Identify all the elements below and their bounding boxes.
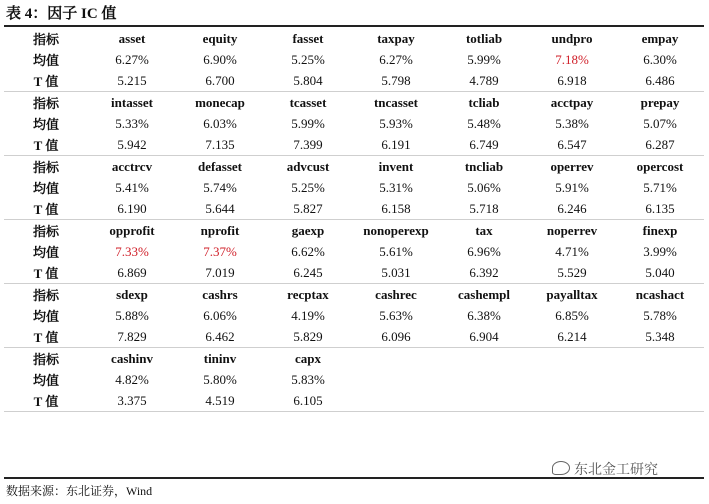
source-note: 数据来源：东北证券，Wind [6, 484, 153, 498]
mean-value: 6.85% [555, 307, 589, 323]
mean-value: 6.30% [643, 51, 677, 67]
t-value: 6.245 [264, 262, 352, 284]
factor-name: nprofit [176, 220, 264, 242]
t-value: 6.246 [528, 198, 616, 220]
factor-header-row [4, 156, 704, 178]
wechat-icon [552, 461, 570, 475]
t-value: 6.191 [352, 134, 440, 156]
mean-value: 5.91% [555, 179, 589, 195]
mean-value: 5.48% [467, 115, 501, 131]
mean-value: 5.38% [555, 115, 589, 131]
factor-header-row [4, 220, 704, 242]
mean-value: 5.80% [203, 371, 237, 387]
factor-name: cashinv [88, 348, 176, 370]
t-value-row [4, 70, 704, 92]
factor-name: advcust [264, 156, 352, 178]
mean-value: 5.41% [115, 179, 149, 195]
t-value [352, 390, 440, 412]
table-title: 表 4：因子 IC 值 [6, 6, 117, 22]
row-label: T 值 [4, 326, 88, 348]
mean-value: 6.96% [467, 243, 501, 259]
mean-value: 5.25% [291, 51, 325, 67]
row-label: 均值 [32, 309, 59, 324]
row-label: T 值 [4, 134, 88, 156]
t-value-row [4, 262, 704, 284]
factor-name: asset [118, 30, 146, 46]
t-value: 6.749 [440, 134, 528, 156]
t-value: 6.105 [264, 390, 352, 412]
mean-value: 6.03% [203, 115, 237, 131]
mean-value: 6.06% [203, 307, 237, 323]
factor-name: cashempl [440, 284, 528, 306]
mean-row [4, 113, 704, 134]
t-value: 5.040 [616, 262, 704, 284]
t-value-row [4, 390, 704, 412]
factor-name: cashrs [176, 284, 264, 306]
mean-value: 4.71% [555, 243, 589, 259]
row-label: T 值 [4, 198, 88, 220]
factor-name: acctpay [528, 92, 616, 114]
mean-value: 5.78% [643, 307, 677, 323]
t-value: 5.348 [616, 326, 704, 348]
t-value: 6.096 [352, 326, 440, 348]
mean-value [352, 369, 440, 390]
factor-name: capx [264, 348, 352, 370]
t-value: 4.789 [440, 70, 528, 92]
mean-value: 5.93% [379, 115, 413, 131]
t-value [440, 390, 528, 412]
t-value: 6.486 [616, 70, 704, 92]
mean-value: 6.27% [379, 51, 413, 67]
factor-name: tcliab [440, 92, 528, 114]
t-value: 5.804 [264, 70, 352, 92]
t-value: 7.399 [264, 134, 352, 156]
t-value: 6.547 [528, 134, 616, 156]
mean-value: 4.19% [291, 307, 325, 323]
factor-name: monecap [176, 92, 264, 114]
row-label: 均值 [32, 373, 59, 388]
mean-value: 5.31% [379, 179, 413, 195]
row-label: 指标 [4, 92, 88, 114]
factor-name: finexp [616, 220, 704, 242]
row-label: T 值 [4, 390, 88, 412]
factor-header-row [4, 348, 704, 370]
mean-value: 5.25% [291, 179, 325, 195]
t-value: 6.462 [176, 326, 264, 348]
mean-value: 5.71% [643, 179, 677, 195]
row-label: 指标 [4, 348, 88, 370]
row-label: 指标 [32, 32, 59, 47]
mean-row [4, 241, 704, 262]
row-label: 指标 [4, 220, 88, 242]
factor-name: acctrcv [88, 156, 176, 178]
mean-value [528, 369, 616, 390]
t-value: 5.031 [352, 262, 440, 284]
mean-value: 7.33% [115, 243, 149, 259]
mean-value: 5.06% [467, 179, 501, 195]
row-label: 指标 [4, 156, 88, 178]
factor-name: intasset [88, 92, 176, 114]
row-label: 均值 [32, 181, 59, 196]
t-value: 3.375 [88, 390, 176, 412]
mean-value: 6.90% [203, 51, 237, 67]
top-rule [4, 25, 704, 27]
t-value: 6.700 [176, 70, 264, 92]
factor-name: ncashact [616, 284, 704, 306]
mean-value: 6.62% [291, 243, 325, 259]
factor-name [352, 348, 440, 370]
factor-name [528, 348, 616, 370]
factor-name: undpro [551, 30, 593, 46]
t-value: 6.869 [88, 262, 176, 284]
factor-header-row [4, 92, 704, 114]
mean-value: 3.99% [643, 243, 677, 259]
t-value: 5.215 [88, 70, 176, 92]
factor-name: fasset [292, 30, 324, 46]
mean-row [4, 305, 704, 326]
row-label: 均值 [32, 53, 59, 68]
factor-header-row [4, 28, 704, 49]
t-value-row [4, 326, 704, 348]
factor-name: taxpay [377, 30, 415, 46]
row-label: 均值 [32, 117, 59, 132]
row-label: T 值 [4, 70, 88, 92]
t-value: 6.190 [88, 198, 176, 220]
t-value: 5.644 [176, 198, 264, 220]
factor-name: empay [641, 30, 679, 46]
factor-name: gaexp [264, 220, 352, 242]
mean-value [616, 369, 704, 390]
mean-value: 5.63% [379, 307, 413, 323]
t-value [616, 390, 704, 412]
t-value: 5.718 [440, 198, 528, 220]
mean-value: 5.88% [115, 307, 149, 323]
factor-name: noperrev [528, 220, 616, 242]
mean-value: 6.27% [115, 51, 149, 67]
factor-name: opercost [616, 156, 704, 178]
factor-name: tax [440, 220, 528, 242]
t-value: 6.392 [440, 262, 528, 284]
t-value: 5.827 [264, 198, 352, 220]
t-value: 7.019 [176, 262, 264, 284]
row-label: 均值 [32, 245, 59, 260]
factor-name: cashrec [352, 284, 440, 306]
factor-name: invent [352, 156, 440, 178]
factor-name: totliab [465, 30, 503, 46]
t-value [528, 390, 616, 412]
mean-value: 5.61% [379, 243, 413, 259]
factor-name: defasset [176, 156, 264, 178]
mean-value: 7.37% [203, 243, 237, 259]
mean-value [440, 369, 528, 390]
factor-name [616, 348, 704, 370]
mean-value: 5.83% [291, 371, 325, 387]
factor-name: operrev [528, 156, 616, 178]
factor-name: nonoperexp [352, 220, 440, 242]
mean-row [4, 177, 704, 198]
mean-value: 5.74% [203, 179, 237, 195]
factor-header-row [4, 284, 704, 306]
t-value: 5.798 [352, 70, 440, 92]
t-value: 6.918 [528, 70, 616, 92]
t-value: 5.529 [528, 262, 616, 284]
t-value: 7.135 [176, 134, 264, 156]
factor-name: tininv [176, 348, 264, 370]
mean-value: 5.99% [291, 115, 325, 131]
mean-value: 4.82% [115, 371, 149, 387]
factor-name: sdexp [88, 284, 176, 306]
t-value: 6.158 [352, 198, 440, 220]
watermark-text: 东北金工研究 [574, 462, 658, 478]
t-value-row [4, 134, 704, 156]
mean-value: 7.18% [555, 51, 589, 67]
factor-name: prepay [616, 92, 704, 114]
t-value: 7.829 [88, 326, 176, 348]
factor-name [440, 348, 528, 370]
factor-name: opprofit [88, 220, 176, 242]
mean-value: 5.07% [643, 115, 677, 131]
t-value: 5.829 [264, 326, 352, 348]
t-value: 6.214 [528, 326, 616, 348]
watermark [552, 459, 658, 479]
t-value: 6.904 [440, 326, 528, 348]
mean-row [4, 369, 704, 390]
factor-name: payalltax [528, 284, 616, 306]
factor-name: equity [202, 30, 238, 46]
t-value: 6.287 [616, 134, 704, 156]
row-label: T 值 [4, 262, 88, 284]
t-value: 6.135 [616, 198, 704, 220]
mean-value: 6.38% [467, 307, 501, 323]
t-value: 4.519 [176, 390, 264, 412]
mean-value: 5.33% [115, 115, 149, 131]
t-value-row [4, 198, 704, 220]
factor-ic-table [4, 28, 704, 412]
factor-name: tcasset [264, 92, 352, 114]
mean-row [4, 49, 704, 70]
factor-name: tncasset [352, 92, 440, 114]
row-label: 指标 [4, 284, 88, 306]
mean-value: 5.99% [467, 51, 501, 67]
factor-name: tncliab [440, 156, 528, 178]
factor-name: recptax [264, 284, 352, 306]
t-value: 5.942 [88, 134, 176, 156]
